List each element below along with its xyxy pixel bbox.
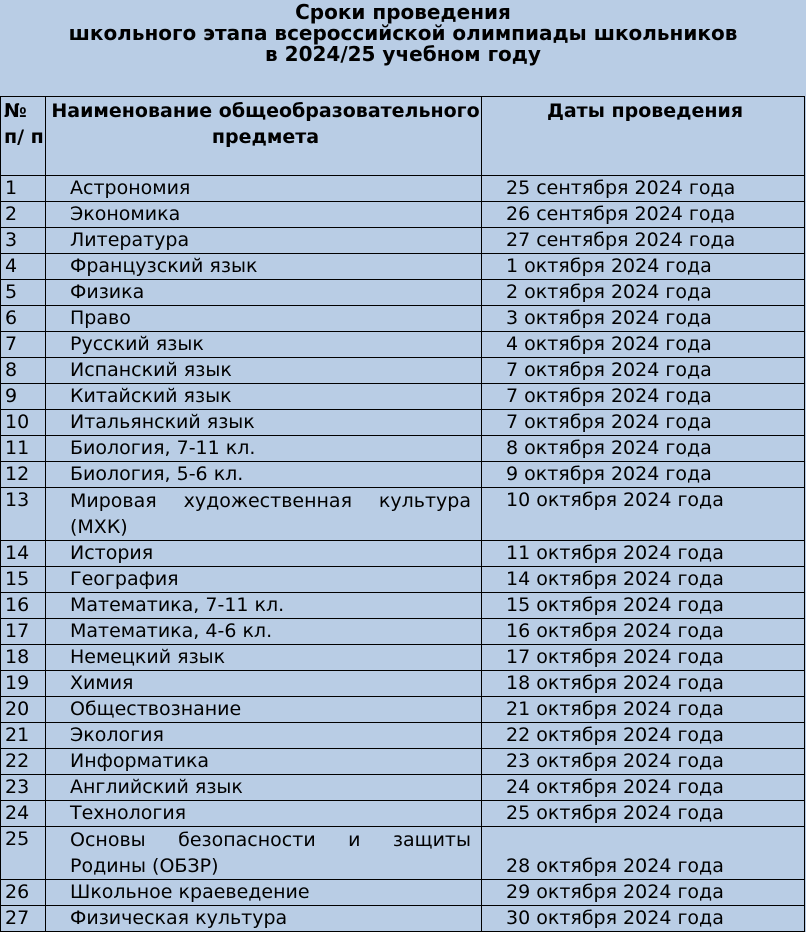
document-title (0, 0, 806, 96)
row-number: 23 (1, 775, 46, 801)
table-header-row (1, 97, 805, 176)
header-dates: Даты проведения (482, 97, 805, 176)
row-number: 20 (1, 697, 46, 723)
row-number: 13 (1, 488, 46, 541)
table-row (1, 801, 805, 827)
table-row (1, 280, 805, 306)
row-date: 7 октября 2024 года (482, 358, 805, 384)
row-number: 12 (1, 462, 46, 488)
row-number: 18 (1, 645, 46, 671)
row-subject: Физика (46, 280, 482, 306)
row-subject: Мировая художественная культура (МХК) (46, 488, 482, 541)
table-row (1, 671, 805, 697)
table-row (1, 541, 805, 567)
row-number: 5 (1, 280, 46, 306)
row-subject: Экономика (46, 202, 482, 228)
row-date: 9 октября 2024 года (482, 462, 805, 488)
table-row (1, 488, 805, 541)
row-subject: Математика, 4-6 кл. (46, 619, 482, 645)
row-subject: Итальянский язык (46, 410, 482, 436)
row-date: 25 октября 2024 года (482, 801, 805, 827)
row-subject: Основы безопасности и защиты Родины (ОБЗР) (46, 827, 482, 880)
row-date: 29 октября 2024 года (482, 880, 805, 906)
header-number: № п/ п (1, 97, 46, 176)
row-number: 17 (1, 619, 46, 645)
row-subject: Немецкий язык (46, 645, 482, 671)
row-subject: Русский язык (46, 332, 482, 358)
table-row (1, 619, 805, 645)
row-number: 1 (1, 176, 46, 202)
row-number: 8 (1, 358, 46, 384)
row-subject: Химия (46, 671, 482, 697)
row-subject: Английский язык (46, 775, 482, 801)
row-date: 18 октября 2024 года (482, 671, 805, 697)
row-number: 21 (1, 723, 46, 749)
row-date: 3 октября 2024 года (482, 306, 805, 332)
table-row (1, 749, 805, 775)
row-number: 16 (1, 593, 46, 619)
row-date: 16 октября 2024 года (482, 619, 805, 645)
row-number: 3 (1, 228, 46, 254)
row-number: 19 (1, 671, 46, 697)
row-date: 25 сентября 2024 года (482, 176, 805, 202)
row-number: 4 (1, 254, 46, 280)
table-row (1, 775, 805, 801)
table-row (1, 723, 805, 749)
table-row (1, 906, 805, 932)
row-number: 15 (1, 567, 46, 593)
row-number: 22 (1, 749, 46, 775)
table-row (1, 254, 805, 280)
row-number: 14 (1, 541, 46, 567)
row-date: 24 октября 2024 года (482, 775, 805, 801)
table-row (1, 332, 805, 358)
table-row (1, 593, 805, 619)
row-number: 25 (1, 827, 46, 880)
row-date: 4 октября 2024 года (482, 332, 805, 358)
row-subject: Китайский язык (46, 384, 482, 410)
row-number: 27 (1, 906, 46, 932)
header-subject: Наименование общеобразовательного предмета (46, 97, 482, 176)
row-number: 7 (1, 332, 46, 358)
table-row (1, 697, 805, 723)
row-date: 2 октября 2024 года (482, 280, 805, 306)
row-date: 17 октября 2024 года (482, 645, 805, 671)
table-row (1, 228, 805, 254)
row-subject: Информатика (46, 749, 482, 775)
table-row (1, 880, 805, 906)
table-row (1, 567, 805, 593)
row-subject: Французский язык (46, 254, 482, 280)
row-number: 9 (1, 384, 46, 410)
row-date: 22 октября 2024 года (482, 723, 805, 749)
row-subject: География (46, 567, 482, 593)
row-subject: Школьное краеведение (46, 880, 482, 906)
row-subject: Биология, 5-6 кл. (46, 462, 482, 488)
row-subject: Технология (46, 801, 482, 827)
schedule-table (0, 96, 805, 932)
row-date: 28 октября 2024 года (482, 827, 805, 880)
row-date: 11 октября 2024 года (482, 541, 805, 567)
table-row (1, 358, 805, 384)
row-subject: Физическая культура (46, 906, 482, 932)
row-date: 23 октября 2024 года (482, 749, 805, 775)
row-subject: Астрономия (46, 176, 482, 202)
row-subject: Право (46, 306, 482, 332)
row-subject: История (46, 541, 482, 567)
row-number: 26 (1, 880, 46, 906)
row-number: 10 (1, 410, 46, 436)
row-date: 26 сентября 2024 года (482, 202, 805, 228)
row-date: 7 октября 2024 года (482, 410, 805, 436)
table-row (1, 306, 805, 332)
table-row (1, 384, 805, 410)
row-subject: Литература (46, 228, 482, 254)
row-number: 24 (1, 801, 46, 827)
row-number: 6 (1, 306, 46, 332)
row-subject: Математика, 7-11 кл. (46, 593, 482, 619)
title-line-2: школьного этапа всероссийской олимпиады школьников (68, 21, 738, 45)
row-date: 30 октября 2024 года (482, 906, 805, 932)
row-date: 14 октября 2024 года (482, 567, 805, 593)
table-row (1, 410, 805, 436)
row-date: 8 октября 2024 года (482, 436, 805, 462)
row-number: 11 (1, 436, 46, 462)
row-date: 21 октября 2024 года (482, 697, 805, 723)
row-subject: Испанский язык (46, 358, 482, 384)
row-number: 2 (1, 202, 46, 228)
title-line-1: Сроки проведения (295, 0, 511, 24)
table-row (1, 436, 805, 462)
title-line-3: в 2024/25 учебном году (265, 42, 541, 66)
table-row (1, 202, 805, 228)
row-date: 15 октября 2024 года (482, 593, 805, 619)
table-row (1, 645, 805, 671)
table-row (1, 827, 805, 880)
row-date: 10 октября 2024 года (482, 488, 805, 541)
table-row (1, 462, 805, 488)
table-row (1, 176, 805, 202)
row-subject: Экология (46, 723, 482, 749)
row-date: 27 сентября 2024 года (482, 228, 805, 254)
row-subject: Биология, 7-11 кл. (46, 436, 482, 462)
row-date: 7 октября 2024 года (482, 384, 805, 410)
row-date: 1 октября 2024 года (482, 254, 805, 280)
table-body (1, 176, 805, 932)
row-subject: Обществознание (46, 697, 482, 723)
